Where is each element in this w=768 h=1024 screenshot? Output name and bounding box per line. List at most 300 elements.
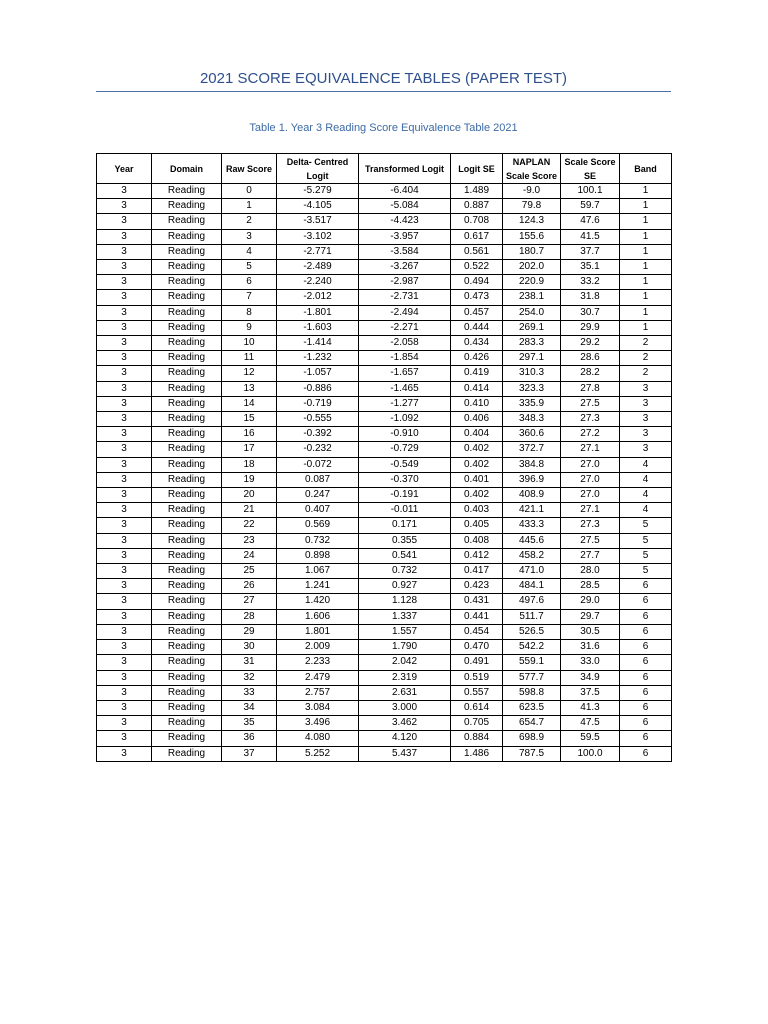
column-header [152, 154, 222, 184]
table-cell: 310.3 [503, 366, 561, 381]
table-cell: 3 [97, 412, 152, 427]
table-cell: -2.240 [277, 275, 359, 290]
table-cell: -2.058 [359, 336, 451, 351]
table-cell: 27.2 [561, 427, 620, 442]
table-cell: 3.462 [359, 716, 451, 731]
column-header-line: Raw Score [225, 163, 273, 174]
table-cell: 30.5 [561, 624, 620, 639]
table-cell: 421.1 [503, 503, 561, 518]
table-cell: 23 [222, 533, 277, 548]
table-row [97, 351, 672, 366]
table-cell: 0.404 [451, 427, 503, 442]
table-cell: 5 [222, 260, 277, 275]
table-row [97, 229, 672, 244]
table-cell: 3 [97, 260, 152, 275]
table-cell: 0.417 [451, 564, 503, 579]
table-cell: Reading [152, 366, 222, 381]
column-header-line: Delta- Centred [286, 156, 349, 167]
table-cell: 3 [97, 472, 152, 487]
table-row [97, 244, 672, 259]
table-cell: 3 [97, 670, 152, 685]
table-cell: 4.120 [359, 731, 451, 746]
table-cell: 3 [97, 624, 152, 639]
table-cell: 3 [97, 229, 152, 244]
table-cell: 559.1 [503, 655, 561, 670]
table-cell: 698.9 [503, 731, 561, 746]
table-cell: 2.233 [277, 655, 359, 670]
table-cell: -2.271 [359, 320, 451, 335]
table-cell: -0.886 [277, 381, 359, 396]
table-cell: -1.854 [359, 351, 451, 366]
table-cell: -0.729 [359, 442, 451, 457]
table-cell: 3.084 [277, 700, 359, 715]
table-cell: 4 [222, 244, 277, 259]
table-cell: 28 [222, 609, 277, 624]
table-row [97, 594, 672, 609]
table-cell: 0.402 [451, 457, 503, 472]
table-cell: 3 [97, 184, 152, 199]
table-cell: 283.3 [503, 336, 561, 351]
table-cell: 0.408 [451, 533, 503, 548]
table-cell: -0.232 [277, 442, 359, 457]
table-cell: -0.555 [277, 412, 359, 427]
table-row [97, 685, 672, 700]
table-cell: 6 [620, 609, 672, 624]
table-cell: 3 [97, 366, 152, 381]
table-cell: 124.3 [503, 214, 561, 229]
table-body [97, 184, 672, 762]
table-cell: 31.8 [561, 290, 620, 305]
table-cell: 1 [620, 214, 672, 229]
table-cell: -6.404 [359, 184, 451, 199]
table-cell: 29.0 [561, 594, 620, 609]
table-cell: 27.5 [561, 533, 620, 548]
table-cell: 0 [222, 184, 277, 199]
table-cell: -0.072 [277, 457, 359, 472]
table-cell: 0.522 [451, 260, 503, 275]
table-cell: Reading [152, 457, 222, 472]
table-cell: 25 [222, 564, 277, 579]
table-cell: 3 [97, 685, 152, 700]
table-row [97, 670, 672, 685]
table-cell: Reading [152, 564, 222, 579]
table-cell: 10 [222, 336, 277, 351]
table-cell: 511.7 [503, 609, 561, 624]
table-cell: -5.279 [277, 184, 359, 199]
column-header-line: Band [634, 163, 657, 174]
table-cell: -1.801 [277, 305, 359, 320]
table-cell: 19 [222, 472, 277, 487]
table-cell: 5 [620, 564, 672, 579]
table-cell: 3 [97, 503, 152, 518]
table-cell: Reading [152, 336, 222, 351]
table-cell: 7 [222, 290, 277, 305]
table-cell: 3 [620, 427, 672, 442]
table-row [97, 199, 672, 214]
table-cell: -0.370 [359, 472, 451, 487]
table-cell: -1.232 [277, 351, 359, 366]
table-cell: 30 [222, 640, 277, 655]
table-cell: 0.557 [451, 685, 503, 700]
table-cell: -2.494 [359, 305, 451, 320]
table-cell: 32 [222, 670, 277, 685]
table-cell: 654.7 [503, 716, 561, 731]
table-cell: 27.3 [561, 518, 620, 533]
table-cell: 41.3 [561, 700, 620, 715]
table-cell: 14 [222, 396, 277, 411]
table-row [97, 214, 672, 229]
table-cell: 12 [222, 366, 277, 381]
table-row [97, 548, 672, 563]
table-cell: 6 [620, 594, 672, 609]
table-cell: 6 [620, 685, 672, 700]
table-cell: Reading [152, 472, 222, 487]
table-cell: -3.267 [359, 260, 451, 275]
table-cell: Reading [152, 731, 222, 746]
table-cell: 47.5 [561, 716, 620, 731]
table-cell: 3 [97, 655, 152, 670]
table-cell: 31.6 [561, 640, 620, 655]
table-cell: 18 [222, 457, 277, 472]
table-row [97, 366, 672, 381]
table-cell: Reading [152, 640, 222, 655]
table-cell: 3 [97, 533, 152, 548]
table-cell: 623.5 [503, 700, 561, 715]
table-cell: 27.7 [561, 548, 620, 563]
table-cell: 2.042 [359, 655, 451, 670]
table-cell: 16 [222, 427, 277, 442]
column-header-line: SE [583, 170, 596, 181]
table-cell: 1.489 [451, 184, 503, 199]
table-cell: 484.1 [503, 579, 561, 594]
table-row [97, 290, 672, 305]
table-cell: 2.631 [359, 685, 451, 700]
table-cell: 27.0 [561, 488, 620, 503]
table-cell: -2.771 [277, 244, 359, 259]
table-cell: 79.8 [503, 199, 561, 214]
table-cell: 41.5 [561, 229, 620, 244]
table-cell: Reading [152, 275, 222, 290]
table-cell: 3 [620, 381, 672, 396]
table-cell: 34 [222, 700, 277, 715]
table-cell: 5 [620, 533, 672, 548]
table-cell: 3 [97, 731, 152, 746]
table-cell: 0.898 [277, 548, 359, 563]
table-cell: 335.9 [503, 396, 561, 411]
table-cell: 542.2 [503, 640, 561, 655]
table-row [97, 518, 672, 533]
table-cell: 0.732 [277, 533, 359, 548]
table-cell: 47.6 [561, 214, 620, 229]
table-cell: 1 [620, 260, 672, 275]
table-cell: 1 [620, 320, 672, 335]
table-cell: 6 [620, 624, 672, 639]
table-row [97, 609, 672, 624]
table-cell: 26 [222, 579, 277, 594]
table-cell: 6 [620, 700, 672, 715]
table-cell: 6 [620, 746, 672, 761]
table-cell: 6 [222, 275, 277, 290]
table-cell: 0.171 [359, 518, 451, 533]
table-cell: 1 [222, 199, 277, 214]
table-cell: 0.355 [359, 533, 451, 548]
table-cell: 0.431 [451, 594, 503, 609]
table-cell: Reading [152, 624, 222, 639]
table-cell: 1.067 [277, 564, 359, 579]
table-cell: 348.3 [503, 412, 561, 427]
table-cell: -0.011 [359, 503, 451, 518]
table-cell: 0.473 [451, 290, 503, 305]
table-cell: 3 [97, 381, 152, 396]
table-cell: 3 [97, 290, 152, 305]
table-cell: 3 [97, 700, 152, 715]
table-cell: 100.1 [561, 184, 620, 199]
table-cell: 0.406 [451, 412, 503, 427]
table-cell: -3.517 [277, 214, 359, 229]
table-cell: 0.087 [277, 472, 359, 487]
column-header [620, 154, 672, 184]
table-cell: 3 [97, 305, 152, 320]
table-cell: 5.437 [359, 746, 451, 761]
table-cell: 20 [222, 488, 277, 503]
table-cell: 17 [222, 442, 277, 457]
table-cell: 0.927 [359, 579, 451, 594]
table-cell: 0.617 [451, 229, 503, 244]
table-cell: 34.9 [561, 670, 620, 685]
table-cell: 3 [97, 518, 152, 533]
table-row [97, 412, 672, 427]
table-cell: 13 [222, 381, 277, 396]
column-header-line: Year [114, 163, 134, 174]
table-row [97, 305, 672, 320]
table-cell: 3.000 [359, 700, 451, 715]
table-cell: 3 [97, 336, 152, 351]
table-cell: Reading [152, 594, 222, 609]
table-cell: -1.277 [359, 396, 451, 411]
column-header [277, 154, 359, 184]
table-cell: 1.486 [451, 746, 503, 761]
table-cell: 1 [620, 275, 672, 290]
table-cell: 471.0 [503, 564, 561, 579]
table-header [97, 154, 672, 184]
table-cell: 4.080 [277, 731, 359, 746]
table-cell: -0.549 [359, 457, 451, 472]
table-caption: Table 1. Year 3 Reading Score Equivalence Table 2021 [249, 122, 518, 134]
table-cell: -2.012 [277, 290, 359, 305]
table-cell: 0.419 [451, 366, 503, 381]
table-cell: 36 [222, 731, 277, 746]
table-cell: 9 [222, 320, 277, 335]
table-cell: 4 [620, 488, 672, 503]
table-cell: Reading [152, 320, 222, 335]
table-cell: 0.402 [451, 488, 503, 503]
table-cell: -2.731 [359, 290, 451, 305]
table-cell: 37.7 [561, 244, 620, 259]
table-cell: Reading [152, 351, 222, 366]
table-cell: Reading [152, 716, 222, 731]
table-cell: 27.5 [561, 396, 620, 411]
table-row [97, 184, 672, 199]
table-cell: 3 [620, 396, 672, 411]
table-cell: -1.465 [359, 381, 451, 396]
table-cell: 1.128 [359, 594, 451, 609]
table-cell: 3 [97, 548, 152, 563]
table-cell: 2.479 [277, 670, 359, 685]
column-header [222, 154, 277, 184]
table-cell: Reading [152, 412, 222, 427]
table-cell: -1.603 [277, 320, 359, 335]
table-row [97, 457, 672, 472]
table-cell: 29.2 [561, 336, 620, 351]
table-cell: 5.252 [277, 746, 359, 761]
table-cell: Reading [152, 260, 222, 275]
table-row [97, 579, 672, 594]
table-cell: 2 [222, 214, 277, 229]
table-cell: Reading [152, 548, 222, 563]
table-cell: 0.519 [451, 670, 503, 685]
table-cell: 323.3 [503, 381, 561, 396]
table-cell: 0.405 [451, 518, 503, 533]
table-cell: 254.0 [503, 305, 561, 320]
table-cell: -4.423 [359, 214, 451, 229]
table-row [97, 336, 672, 351]
table-cell: Reading [152, 305, 222, 320]
table-row [97, 533, 672, 548]
table-cell: -0.392 [277, 427, 359, 442]
table-cell: 15 [222, 412, 277, 427]
table-cell: 59.5 [561, 731, 620, 746]
table-row [97, 442, 672, 457]
table-cell: 1.420 [277, 594, 359, 609]
table-cell: 3 [222, 229, 277, 244]
table-cell: Reading [152, 533, 222, 548]
column-header-line: Logit SE [458, 163, 495, 174]
table-cell: 3 [97, 396, 152, 411]
table-cell: -1.092 [359, 412, 451, 427]
table-cell: 202.0 [503, 260, 561, 275]
table-cell: 6 [620, 655, 672, 670]
table-row [97, 320, 672, 335]
table-cell: -2.987 [359, 275, 451, 290]
table-cell: Reading [152, 244, 222, 259]
table-cell: 6 [620, 716, 672, 731]
title-underline-rule [96, 91, 671, 92]
table-cell: 1 [620, 229, 672, 244]
table-cell: 2.757 [277, 685, 359, 700]
table-cell: 3 [97, 214, 152, 229]
table-cell: 526.5 [503, 624, 561, 639]
table-cell: 28.6 [561, 351, 620, 366]
table-cell: 238.1 [503, 290, 561, 305]
table-cell: 0.732 [359, 564, 451, 579]
table-cell: Reading [152, 518, 222, 533]
table-cell: Reading [152, 746, 222, 761]
table-cell: 3 [97, 442, 152, 457]
table-cell: 1.801 [277, 624, 359, 639]
table-cell: -1.057 [277, 366, 359, 381]
table-cell: 0.884 [451, 731, 503, 746]
table-cell: 11 [222, 351, 277, 366]
table-cell: 0.569 [277, 518, 359, 533]
table-cell: 33.0 [561, 655, 620, 670]
table-cell: 3 [97, 716, 152, 731]
table-cell: -4.105 [277, 199, 359, 214]
table-row [97, 731, 672, 746]
table-cell: 0.705 [451, 716, 503, 731]
table-cell: 497.6 [503, 594, 561, 609]
table-cell: 1 [620, 305, 672, 320]
table-cell: 27.1 [561, 442, 620, 457]
table-cell: 59.7 [561, 199, 620, 214]
table-cell: 0.470 [451, 640, 503, 655]
table-cell: 2.009 [277, 640, 359, 655]
table-cell: 3 [97, 564, 152, 579]
table-cell: Reading [152, 427, 222, 442]
table-cell: 0.491 [451, 655, 503, 670]
table-cell: -2.489 [277, 260, 359, 275]
table-cell: Reading [152, 214, 222, 229]
document-title: 2021 SCORE EQUIVALENCE TABLES (PAPER TEST) [199, 70, 568, 87]
table-cell: 180.7 [503, 244, 561, 259]
table-cell: 1 [620, 290, 672, 305]
table-cell: 37 [222, 746, 277, 761]
table-cell: 3 [97, 320, 152, 335]
column-header-line: Scale Score [564, 156, 616, 167]
table-cell: 384.8 [503, 457, 561, 472]
table-cell: Reading [152, 503, 222, 518]
table-cell: 1.557 [359, 624, 451, 639]
table-cell: 29.7 [561, 609, 620, 624]
table-cell: 3 [620, 442, 672, 457]
table-cell: 445.6 [503, 533, 561, 548]
table-cell: 0.441 [451, 609, 503, 624]
table-cell: 21 [222, 503, 277, 518]
table-cell: 0.434 [451, 336, 503, 351]
table-cell: 3 [620, 412, 672, 427]
table-cell: 27 [222, 594, 277, 609]
table-cell: 0.401 [451, 472, 503, 487]
table-row [97, 275, 672, 290]
table-row [97, 381, 672, 396]
table-cell: 27.0 [561, 457, 620, 472]
table-cell: -3.957 [359, 229, 451, 244]
table-row [97, 700, 672, 715]
table-cell: 3 [97, 275, 152, 290]
table-cell: 27.1 [561, 503, 620, 518]
table-cell: -9.0 [503, 184, 561, 199]
table-cell: 0.403 [451, 503, 503, 518]
table-cell: Reading [152, 579, 222, 594]
table-row [97, 503, 672, 518]
table-cell: 1 [620, 184, 672, 199]
table-cell: -5.084 [359, 199, 451, 214]
table-cell: 3 [97, 244, 152, 259]
table-cell: 33 [222, 685, 277, 700]
table-row [97, 488, 672, 503]
table-cell: Reading [152, 655, 222, 670]
table-cell: 3 [97, 199, 152, 214]
table-cell: Reading [152, 488, 222, 503]
table-cell: 35.1 [561, 260, 620, 275]
column-header [359, 154, 451, 184]
table-cell: 269.1 [503, 320, 561, 335]
table-cell: 24 [222, 548, 277, 563]
table-cell: 28.5 [561, 579, 620, 594]
table-row [97, 396, 672, 411]
table-cell: 577.7 [503, 670, 561, 685]
table-cell: 100.0 [561, 746, 620, 761]
table-cell: -1.414 [277, 336, 359, 351]
